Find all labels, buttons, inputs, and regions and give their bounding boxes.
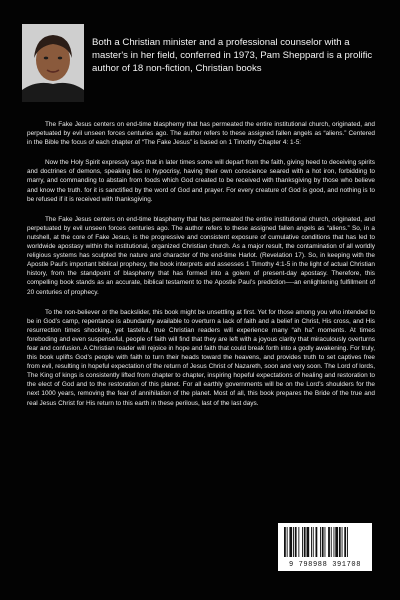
book-description <box>27 120 375 419</box>
isbn-barcode <box>278 523 372 571</box>
author-bio: Both a Christian minister and a professional counselor with a master's in her field, conferred in 1973, Pam Sheppard is a prolific author of 18 non-fiction, Christian books <box>92 37 373 74</box>
description-paragraph-3: The Fake Jesus centers on end-time blasphemy that has permeated the entire institutional church, originated, and perpetuated by evil unseen forces centuries ago. The author refers to these assigned fallen angels as “aliens.” So, in a nutshell, at the core of Fake Jesus, is the progressive and consistent exposure of cumulative conditions that has led to worldwide apostasy within the institutional, organized Christian church. As a major result, the contamination of all worldly religious systems has sculpted the nature and character of the end-time Harlot. (Revelation 17). So, in keeping with the Apostle Paul’s important biblical prophecy, the book interprets and assesses 1 Timothy 4:1-5 in the light of actual Christian history, from the standpoint of blasphemy that has formed into a golem of present-day apostasy. Therefore, this compelling book stands as an accurate, biblical testament to the Apostle Paul’s prediction—-an enlightening fulfillment of 20 centuries of prophecy. <box>27 215 375 296</box>
author-portrait-icon <box>22 24 84 102</box>
barcode-number: 9 798988 391708 <box>288 561 361 569</box>
description-paragraph-1: The Fake Jesus centers on end-time blasphemy that has permeated the entire institutional church, originated, and perpetuated by evil unseen forces centuries ago. The author refers to these assigned fallen angels as “aliens.” Centered in the Bible the focus of each chapter of “The Fake Jesus” is based on 1 Timothy Chapter 4: 1-5: <box>27 121 375 147</box>
description-paragraph-4: To the non-believer or the backslider, this book might be unsettling at first. Yet for those among you who intended to be in God’s camp, repentance is abundantly available to overturn a lack of faith and a belief in Christ, His cross, and His resurrection times shocking, yet tasteful, true Christian readers will experience many “ah ha” moments. At times foreboding and even suspenseful, people of faith will find that they are left with a joyous clarity that miraculously overturns fear and confusion. A Christian reader will rejoice in hope and faith that could break forth into a godly awakening. For truly, this book uplifts God’s people with faith to turn their heads toward the heavens, and provides truth to set captives free from evil, resulting in hopeful expectation of the return of Jesus Christ of Nazareth, soon and very soon. The Lord of lords, The King of kings is consistently lifted from chapter to chapter, inspiring hopeful expectations of healing and restoration to the elect of God and to the restoration of this planet. For all earthly governments will be on the Lord’s shoulders for the next 1000 years, removing the fear of annihilation of the planet. Most of all, this book prepares the Bride of the true and real Jesus Christ for His return to this earth in these perilous, last of the last days. <box>27 308 375 407</box>
author-photo <box>22 24 84 102</box>
description-paragraph-2: Now the Holy Spirit expressly says that in later times some will depart from the faith, giving heed to deceiving spirits and doctrines of demons, speaking lies in hypocrisy, having their own conscience seared with a hot iron, forbidding to marry, and commanding to abstain from foods which God created to be received with thanksgiving by those who believe and know the truth. for it is sanctified by the word of God and prayer. For every creature of God is good, and nothing is to be refused if it is received with thanksgiving. <box>27 159 375 203</box>
barcode-icon <box>284 527 366 557</box>
